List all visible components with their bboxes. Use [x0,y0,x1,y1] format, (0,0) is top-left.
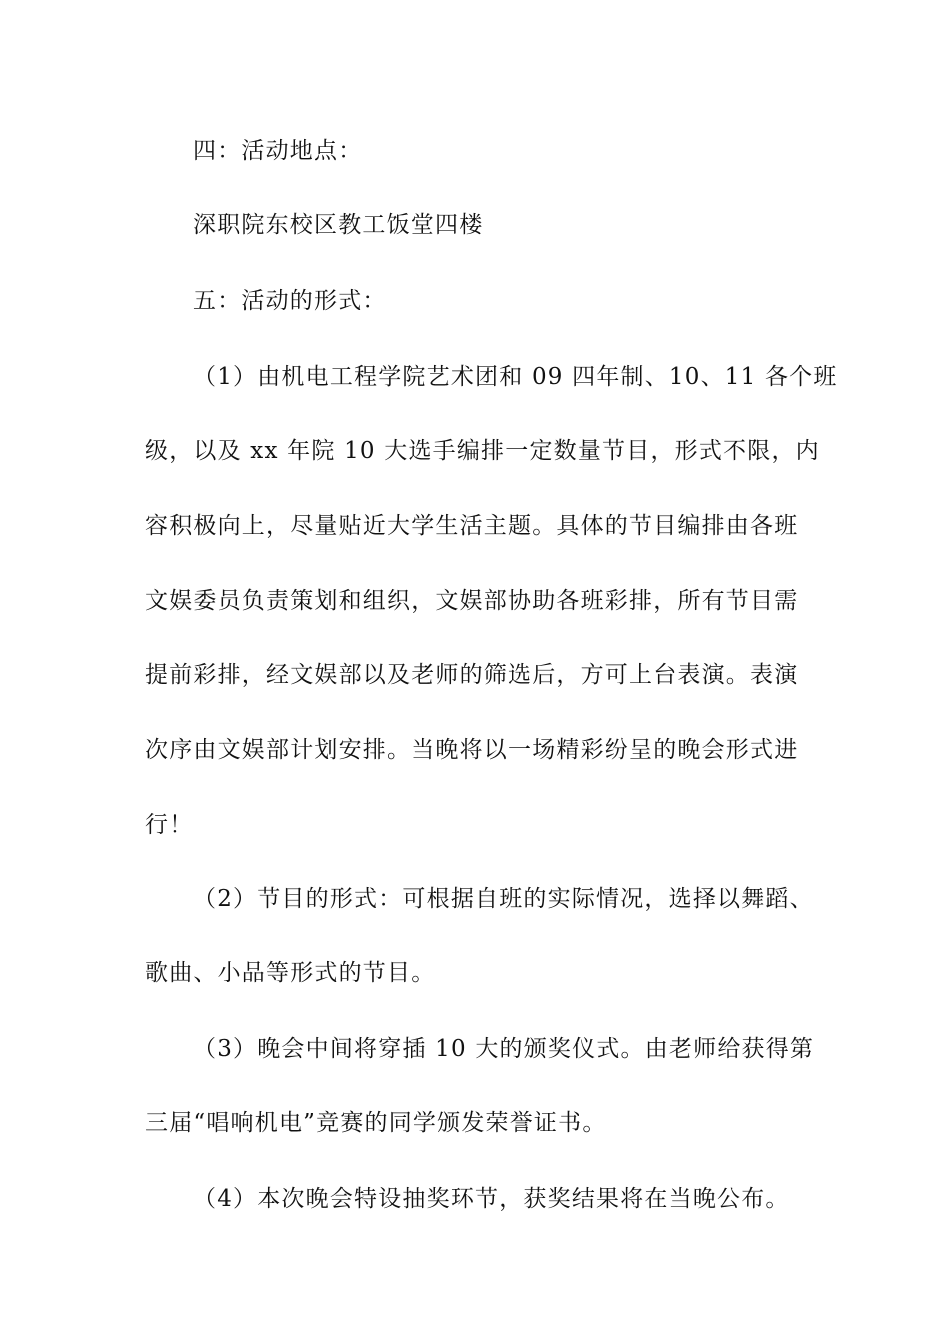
item3-line1: （3）晚会中间将穿插 10 大的颁奖仪式。由老师给获得第 [193,1036,815,1062]
section-heading-location: 四：活动地点： [193,138,363,164]
item1-line1: （1）由机电工程学院艺术团和 09 四年制、10、11 各个班 [193,364,838,390]
item1-line5: 提前彩排，经文娱部以及老师的筛选后，方可上台表演。表演 [145,662,799,688]
item2-line2: 歌曲、小品等形式的节目。 [145,960,436,986]
item1-line3: 容积极向上，尽量贴近大学生活主题。具体的节目编排由各班 [145,513,799,539]
section-heading-format: 五：活动的形式： [193,288,387,314]
item1-line6: 次序由文娱部计划安排。当晚将以一场精彩纷呈的晚会形式进 [145,737,799,763]
item1-line2: 级，以及 xx 年院 10 大选手编排一定数量节目，形式不限，内 [145,438,820,464]
item1-line4: 文娱委员负责策划和组织，文娱部协助各班彩排，所有节目需 [145,588,799,614]
item4-line1: （4）本次晚会特设抽奖环节，获奖结果将在当晚公布。 [193,1186,790,1212]
item2-line1: （2）节目的形式：可根据自班的实际情况，选择以舞蹈、 [193,886,814,912]
item3-line2: 三届“唱响机电”竞赛的同学颁发荣誉证书。 [145,1110,607,1136]
item1-line7: 行！ [145,812,194,838]
location-text: 深职院东校区教工饭堂四楼 [193,212,484,238]
